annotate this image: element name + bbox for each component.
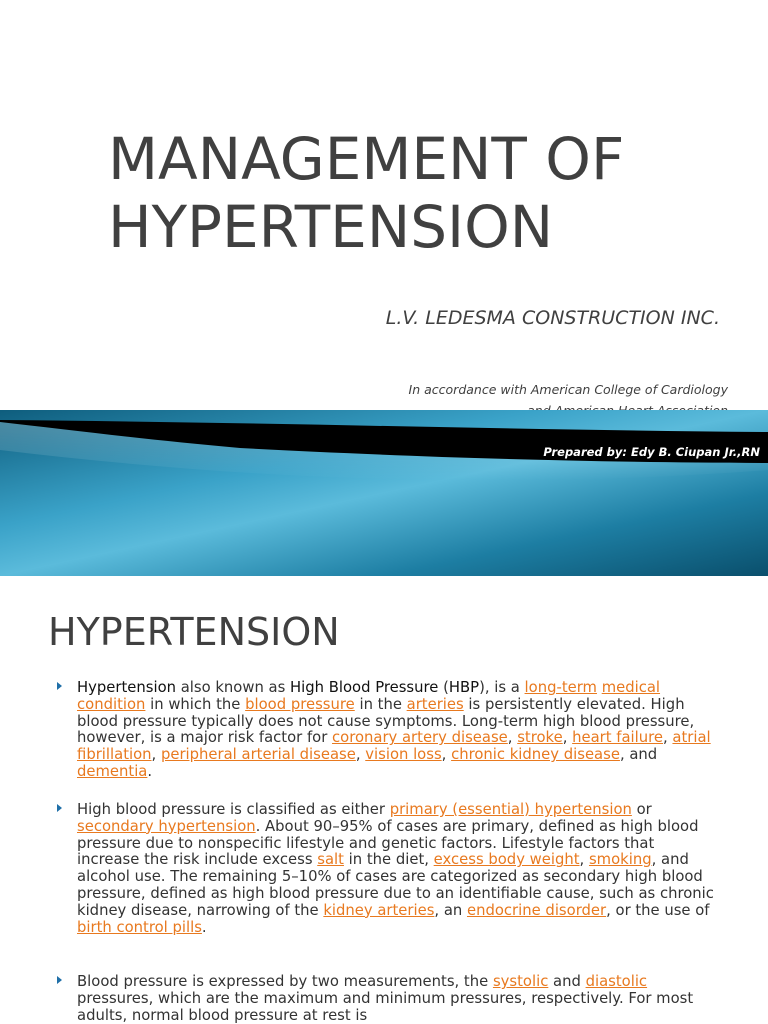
text-run: . — [201, 918, 207, 936]
wiki-link[interactable]: peripheral arterial disease — [160, 746, 356, 764]
wiki-link[interactable]: atrial fibrillation — [77, 729, 711, 764]
text-run: is persistently elevated. High blood pressure typically does not cause symptoms. Long-term high blood pressure, however, is a major risk factor for — [77, 695, 695, 747]
wiki-link[interactable]: medical condition — [77, 679, 661, 713]
title-line-1: MANAGEMENT OF — [108, 125, 625, 193]
bullet-arrow-icon — [57, 976, 62, 984]
text-run: . — [147, 762, 153, 780]
text-run: in the diet, — [343, 851, 434, 869]
text-run: , — [355, 746, 366, 764]
wiki-link[interactable]: stroke — [517, 729, 563, 747]
text-run: , and alcohol use. The remaining 5–10% of cases are categorized as secondary high blood pressure, defined as high blood pressure due to an identifiable cause, such as chronic kidney disease, narrowing of the — [77, 851, 714, 919]
text-run: , an — [434, 901, 467, 919]
wiki-link[interactable]: diastolic — [585, 973, 648, 990]
wiki-link[interactable]: salt — [317, 851, 344, 869]
bold-term: HBP — [448, 679, 480, 696]
bullet-item-2 — [77, 802, 717, 936]
text-run: , — [441, 746, 452, 764]
prepared-by: Prepared by: Edy B. Ciupan Jr.,RN — [543, 445, 760, 459]
text-run: , — [507, 729, 518, 747]
slide-title — [108, 125, 748, 261]
text-run: ( — [438, 679, 449, 696]
wiki-link[interactable]: blood pressure — [245, 695, 355, 713]
text-run: , — [562, 729, 573, 747]
wiki-link[interactable]: coronary artery disease — [332, 729, 508, 747]
bold-term: Hypertension — [77, 679, 176, 696]
wiki-link[interactable]: vision loss — [365, 746, 442, 764]
wiki-link[interactable]: arteries — [406, 695, 464, 713]
bold-term: High Blood Pressure — [290, 679, 439, 696]
bullet-text — [77, 679, 711, 780]
company-name: L.V. LEDESMA CONSTRUCTION INC. — [385, 307, 720, 329]
text-run: in which the — [145, 695, 246, 713]
text-run: and — [548, 973, 586, 990]
text-run: ), is a — [479, 679, 525, 696]
bullet-arrow-icon — [57, 804, 62, 812]
text-run: , — [151, 746, 161, 764]
text-run: pressures, which are the maximum and minimum pressures, respectively. For most adults, normal blood pressure at rest is — [77, 989, 694, 1024]
bullet-text — [77, 973, 693, 1024]
bullet-item-3 — [77, 974, 717, 1024]
text-run: also known as — [176, 679, 291, 696]
text-run: Blood pressure is expressed by two measurements, the — [77, 973, 493, 990]
text-run: , — [579, 851, 589, 869]
wiki-link[interactable]: chronic kidney disease — [451, 746, 620, 764]
wiki-link[interactable]: primary (essential) hypertension — [389, 801, 632, 818]
wiki-link[interactable]: systolic — [492, 973, 549, 990]
accordance-line-1: In accordance with American College of Cardiology — [408, 382, 728, 397]
section-heading: HYPERTENSION — [48, 610, 340, 654]
text-run: in the — [354, 695, 407, 713]
bullet-text — [77, 801, 714, 936]
bullet-arrow-icon — [57, 682, 62, 690]
decorative-wave-banner — [0, 410, 768, 576]
text-run: , — [663, 729, 673, 747]
text-run: , and — [619, 746, 658, 764]
wiki-link[interactable]: endocrine disorder — [466, 901, 607, 919]
wiki-link[interactable]: secondary hypertension — [77, 817, 256, 835]
wiki-link[interactable]: dementia — [77, 762, 148, 780]
wiki-link[interactable]: long-term — [524, 679, 597, 696]
wiki-link[interactable]: birth control pills — [77, 918, 202, 936]
text-run: or — [631, 801, 652, 818]
wiki-link[interactable]: excess body weight — [433, 851, 580, 869]
text-run: . About 90–95% of cases are primary, defined as high blood pressure due to nonspecific lifestyle and genetic factors. Lifestyle factors that increase the risk include excess — [77, 817, 699, 869]
wiki-link[interactable]: kidney arteries — [323, 901, 435, 919]
wiki-link[interactable]: smoking — [588, 851, 652, 869]
wiki-link[interactable]: heart failure — [572, 729, 663, 747]
title-line-2: HYPERTENSION — [108, 193, 554, 261]
text-run: High blood pressure is classified as either — [77, 801, 390, 818]
text-run: , or the use of — [606, 901, 710, 919]
bullet-item-1 — [77, 680, 717, 781]
